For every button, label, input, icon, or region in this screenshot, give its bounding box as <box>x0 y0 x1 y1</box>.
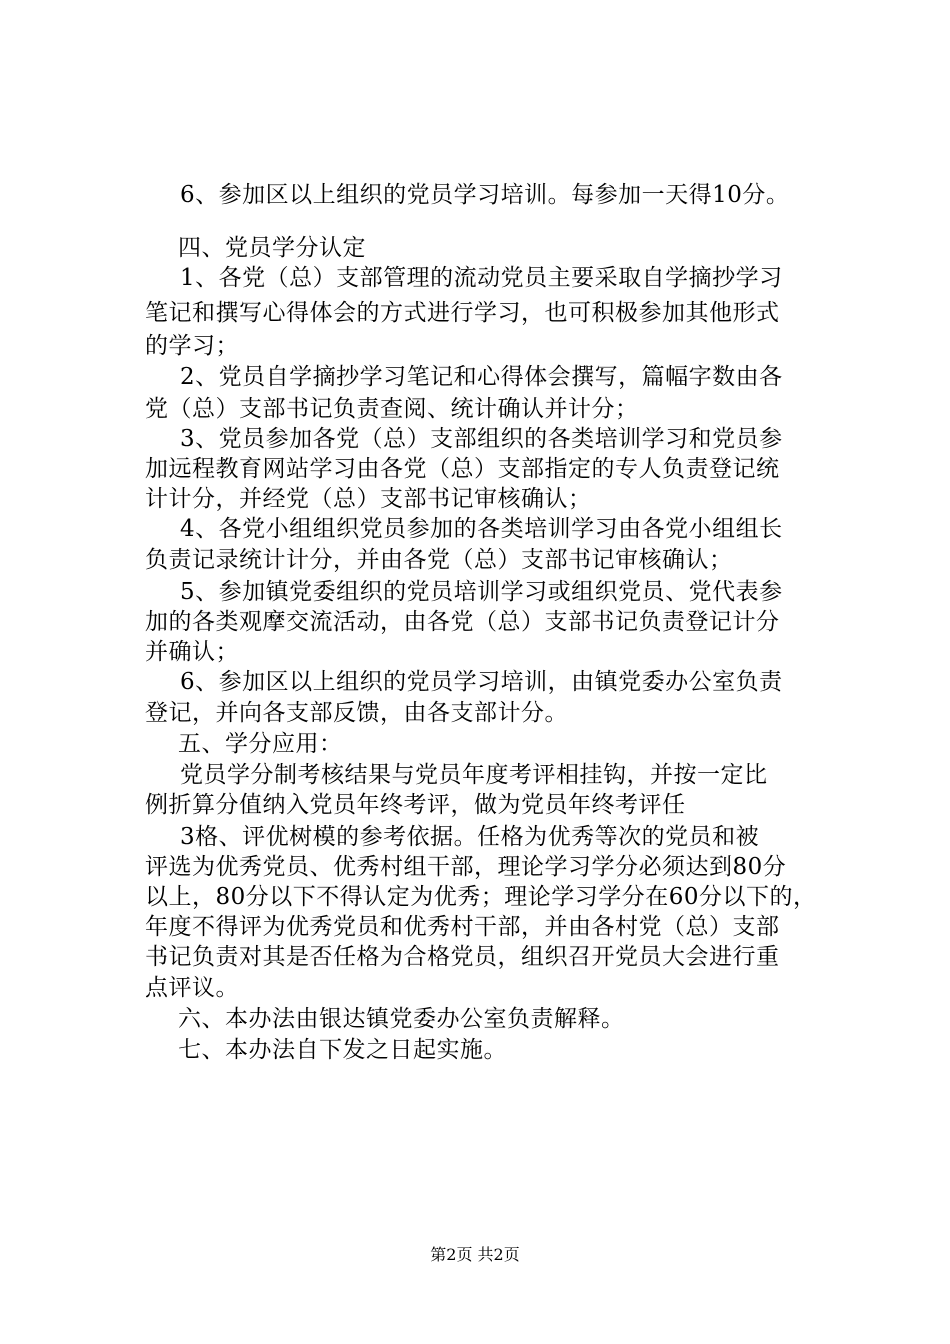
paragraph-line: 的学习； <box>145 333 239 359</box>
section-heading: 六、本办法由银达镇党委办公室负责解释。 <box>178 1006 625 1032</box>
paragraph-line: 3、党员参加各党（总）支部组织的各类培训学习和党员参 <box>180 426 783 452</box>
paragraph-line: 书记负责对其是否任格为合格党员，组织召开党员大会进行重 <box>145 944 780 970</box>
paragraph-line: 年度不得评为优秀党员和优秀村干部，并由各村党（总）支部 <box>145 914 780 940</box>
paragraph-line: 计计分，并经党（总）支部书记审核确认； <box>145 486 592 512</box>
paragraph-line: 以上，80分以下不得认定为优秀；理论学习学分在60分以下的， <box>145 884 817 910</box>
paragraph-line: 6、参加区以上组织的党员学习培训。每参加一天得10分。 <box>180 182 790 208</box>
paragraph-line: 例折算分值纳入党员年终考评，做为党员年终考评任 <box>145 792 686 818</box>
paragraph-line: 4、各党小组组织党员参加的各类培训学习由各党小组组长 <box>180 516 783 542</box>
paragraph-line: 5、参加镇党委组织的党员培训学习或组织党员、党代表参 <box>180 579 783 605</box>
paragraph-line: 评选为优秀党员、优秀村组干部，理论学习学分必须达到80分 <box>145 854 787 880</box>
paragraph-line: 登记，并向各支部反馈，由各支部计分。 <box>145 700 568 726</box>
page-footer: 第2页 共2页 <box>430 1245 520 1264</box>
paragraph-line: 加的各类观摩交流活动，由各党（总）支部书记负责登记计分 <box>145 609 780 635</box>
section-heading: 七、本办法自下发之日起实施。 <box>178 1037 507 1063</box>
paragraph-line: 负责记录统计计分，并由各党（总）支部书记审核确认； <box>145 547 733 573</box>
paragraph-line: 加远程教育网站学习由各党（总）支部指定的专人负责登记统 <box>145 456 780 482</box>
paragraph-line: 点评议。 <box>145 975 239 1001</box>
paragraph-line: 笔记和撰写心得体会的方式进行学习，也可积极参加其他形式 <box>145 300 780 326</box>
paragraph-line: 并确认； <box>145 639 239 665</box>
paragraph-line: 2、党员自学摘抄学习笔记和心得体会撰写，篇幅字数由各 <box>180 364 783 390</box>
paragraph-line: 3格、评优树模的参考依据。任格为优秀等次的党员和被 <box>180 824 760 850</box>
paragraph-line: 6、参加区以上组织的党员学习培训，由镇党委办公室负责 <box>180 669 783 695</box>
section-heading: 五、学分应用： <box>178 731 343 757</box>
section-heading: 四、党员学分认定 <box>178 235 366 261</box>
paragraph-line: 党（总）支部书记负责查阅、统计确认并计分； <box>145 396 639 422</box>
paragraph-line: 1、各党（总）支部管理的流动党员主要采取自学摘抄学习 <box>180 265 783 291</box>
paragraph-line: 党员学分制考核结果与党员年度考评相挂钩，并按一定比 <box>180 762 768 788</box>
